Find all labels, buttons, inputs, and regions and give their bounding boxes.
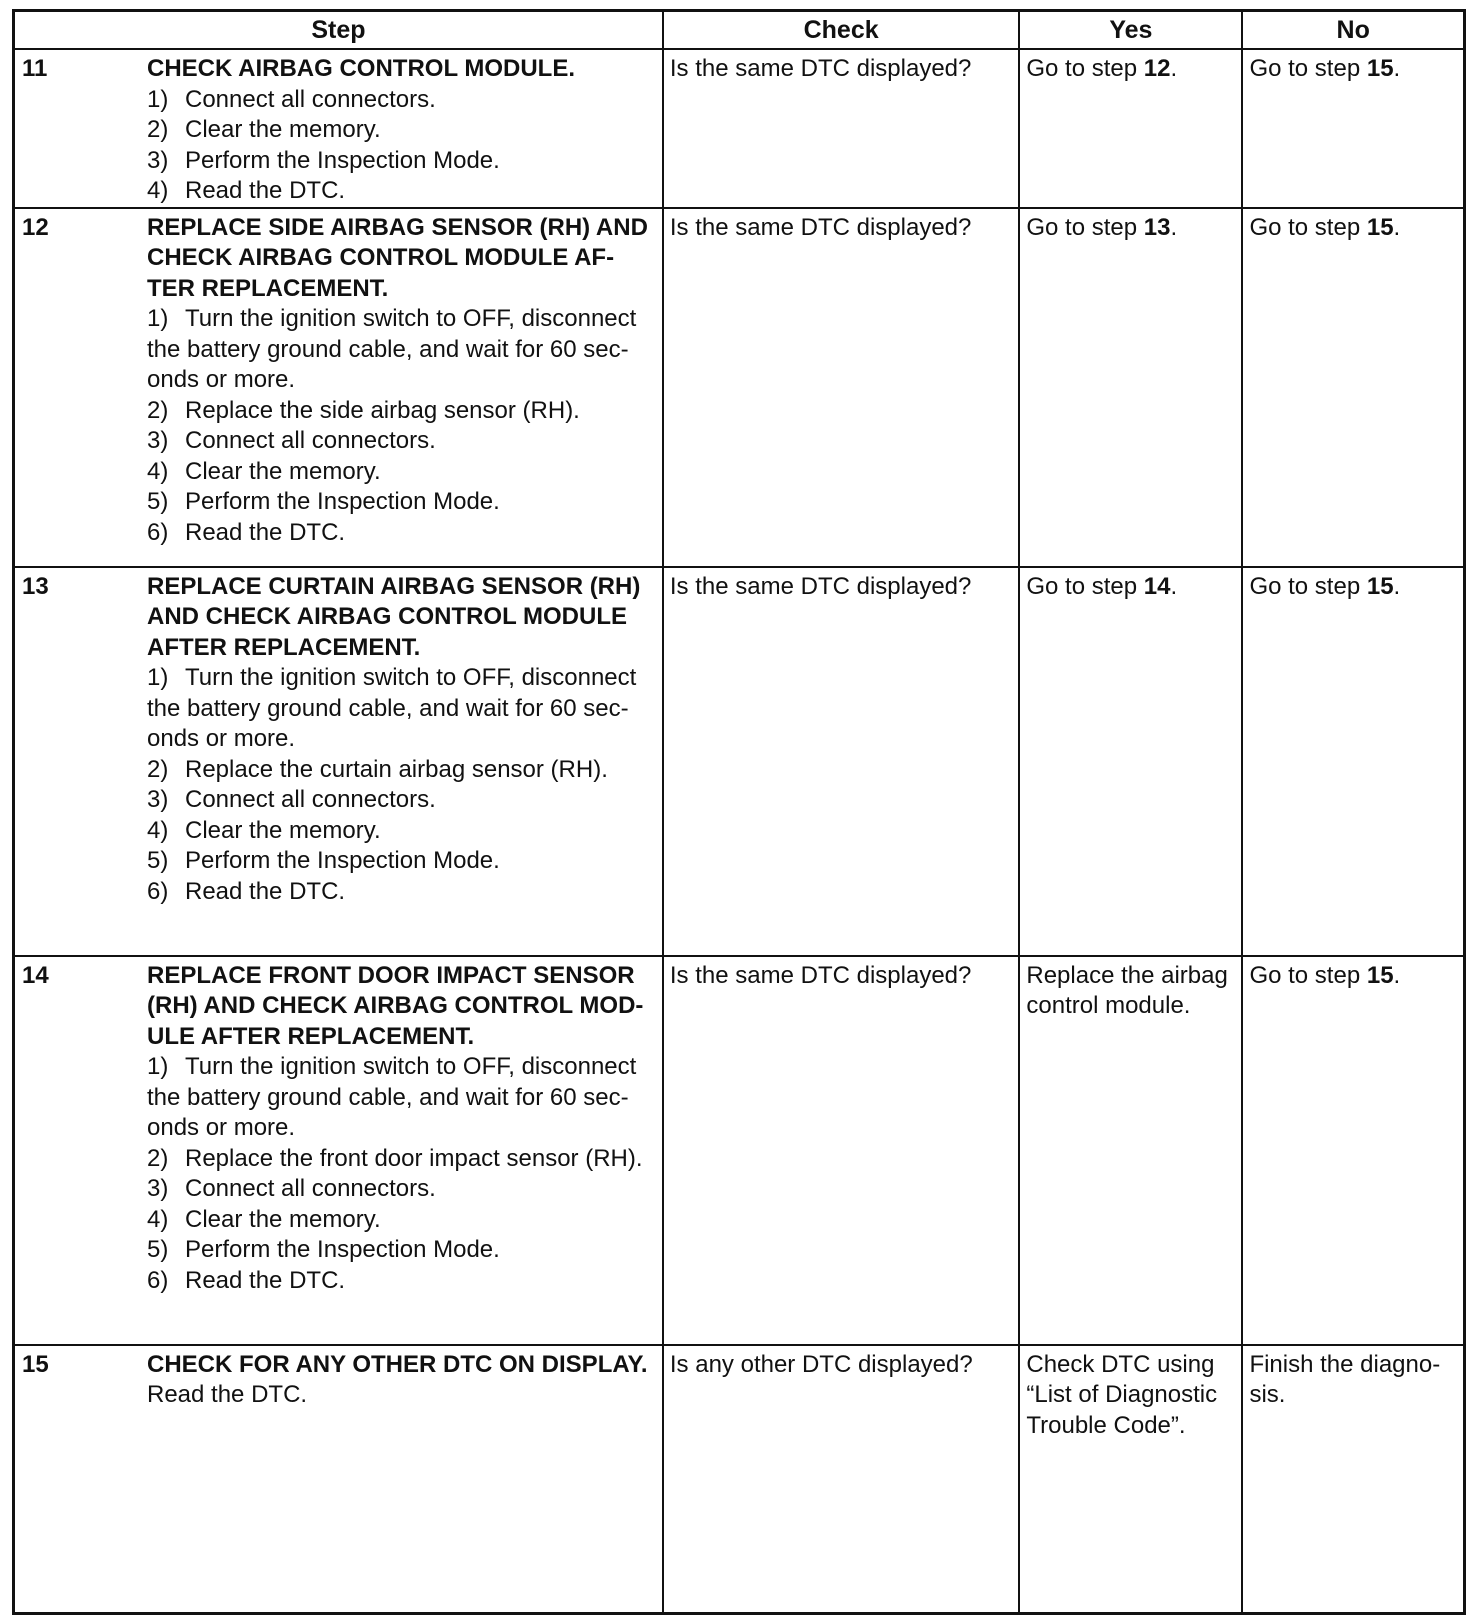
- header-row: [14, 11, 1465, 50]
- check-cell: Is the same DTC displayed?: [663, 956, 1019, 1345]
- list-item: 4) Clear the memory.: [147, 457, 381, 485]
- step-cell: [14, 956, 663, 1345]
- check-cell: Is the same DTC displayed?: [663, 208, 1019, 567]
- list-item: 3) Connect all connectors.: [147, 427, 436, 454]
- table-row: [14, 1345, 1465, 1614]
- check-cell: Is any other DTC displayed?: [663, 1345, 1019, 1614]
- table-row: [14, 567, 1465, 956]
- step-cell: [14, 1345, 663, 1614]
- step-number: 14: [22, 961, 49, 989]
- no-cell: Go to step 15.: [1242, 567, 1464, 956]
- header-yes: Yes: [1019, 11, 1242, 50]
- step-cell: [14, 49, 663, 208]
- list-item: 4) Clear the memory.: [147, 1205, 381, 1233]
- no-cell: Go to step 15.: [1242, 956, 1464, 1345]
- step-title: REPLACE CURTAIN AIRBAG SENSOR (RH) AND CHECK AIRBAG CONTROL MODULE AFTER REPLACEMENT.: [147, 572, 641, 661]
- step-title: REPLACE FRONT DOOR IMPACT SENSOR (RH) AND CHECK AIRBAG CONTROL MOD-ULE AFTER REPLACEMENT.: [147, 961, 644, 1050]
- list-item: 6) Read the DTC.: [147, 877, 346, 905]
- header-step: Step: [14, 11, 663, 50]
- step-cell: [14, 567, 663, 956]
- header-check: Check: [663, 11, 1019, 50]
- step-number: 11: [22, 55, 48, 82]
- yes-cell: Go to step 13.: [1019, 208, 1242, 567]
- list-item: 5) Perform the Inspection Mode.: [147, 488, 500, 515]
- list-item: 1) Turn the ignition switch to OFF, disconnect the battery ground cable, and wait for 60 sec-onds or more.: [147, 305, 637, 393]
- list-item: 3) Connect all connectors.: [147, 1175, 436, 1202]
- step-title: CHECK AIRBAG CONTROL MODULE.: [147, 55, 575, 82]
- list-item: 3) Connect all connectors.: [147, 786, 436, 813]
- step-number: 13: [22, 572, 49, 600]
- list-item: 4) Clear the memory.: [147, 816, 381, 844]
- header-no: No: [1242, 11, 1464, 50]
- step-number: 15: [22, 1350, 49, 1378]
- check-cell: Is the same DTC displayed?: [663, 567, 1019, 956]
- list-item: 2) Replace the curtain airbag sensor (RH).: [147, 755, 608, 783]
- yes-cell: Check DTC using “List of Diagnostic Trouble Code”.: [1019, 1345, 1242, 1614]
- table-row: [14, 49, 1465, 208]
- list-item: 2) Replace the front door impact sensor (RH).: [147, 1144, 643, 1172]
- yes-cell: Go to step 14.: [1019, 567, 1242, 956]
- list-item: 1) Turn the ignition switch to OFF, disconnect the battery ground cable, and wait for 60 sec-onds or more.: [147, 664, 637, 752]
- yes-cell: Go to step 12.: [1019, 49, 1242, 208]
- list-item: 2) Replace the side airbag sensor (RH).: [147, 396, 580, 424]
- list-item: 1) Turn the ignition switch to OFF, disconnect the battery ground cable, and wait for 60 sec-onds or more.: [147, 1053, 637, 1141]
- table-row: [14, 208, 1465, 567]
- list-item: Read the DTC.: [147, 1381, 308, 1408]
- yes-cell: Replace the airbag control module.: [1019, 956, 1242, 1345]
- list-item: 6) Read the DTC.: [147, 518, 346, 546]
- table-row: [14, 956, 1465, 1345]
- list-item: 5) Perform the Inspection Mode.: [147, 1236, 500, 1263]
- no-cell: Go to step 15.: [1242, 49, 1464, 208]
- step-cell: [14, 208, 663, 567]
- step-title: CHECK FOR ANY OTHER DTC ON DISPLAY.: [147, 1350, 648, 1378]
- step-title: REPLACE SIDE AIRBAG SENSOR (RH) AND CHECK AIRBAG CONTROL MODULE AF-TER REPLACEMENT.: [147, 213, 648, 302]
- step-number: 12: [22, 213, 49, 241]
- no-cell: Go to step 15.: [1242, 208, 1464, 567]
- list-item: 1) Connect all connectors.: [147, 85, 436, 113]
- list-item: 3) Perform the Inspection Mode.: [147, 146, 500, 174]
- list-item: 4) Read the DTC.: [147, 177, 346, 204]
- check-cell: Is the same DTC displayed?: [663, 49, 1019, 208]
- diagnostic-table: [12, 9, 1466, 1615]
- list-item: 5) Perform the Inspection Mode.: [147, 847, 500, 874]
- list-item: 6) Read the DTC.: [147, 1266, 346, 1294]
- list-item: 2) Clear the memory.: [147, 116, 381, 143]
- no-cell: Finish the diagno-sis.: [1242, 1345, 1464, 1614]
